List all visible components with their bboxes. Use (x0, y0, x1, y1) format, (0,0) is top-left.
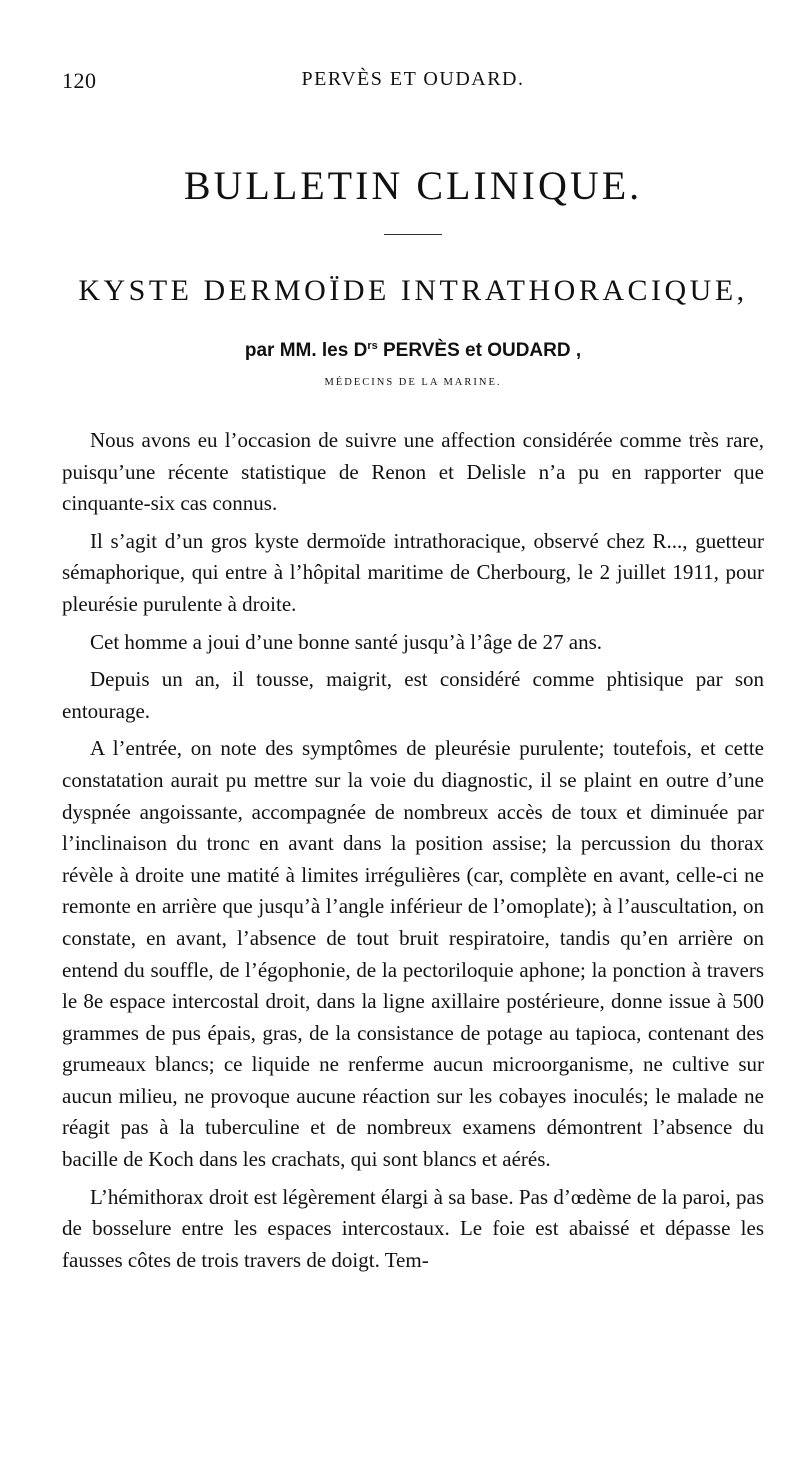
title-divider (384, 234, 442, 235)
paragraph: Cet homme a joui d’une bonne santé jusqu’à l’âge de 27 ans. (90, 629, 603, 654)
running-head (62, 68, 764, 98)
paragraph: Depuis un an, il tousse, maigrit, est considéré comme phtisique par son entourage. (62, 667, 764, 723)
document-page (62, 0, 764, 1467)
byline-authors: PERVÈS et OUDARD , (377, 340, 582, 361)
article-title: KYSTE DERMOÏDE INTRATHORACIQUE, (78, 274, 748, 307)
paragraph: Il s’agit d’un gros kyste dermoïde intrathoracique, observé chez R..., guetteur sémaphorique, qui entre à l’hôpital maritime de Cherbourg, le 2 juillet 1911, pour pleurésie purulente à droite. (62, 528, 764, 616)
paragraph: L’hémithorax droit est légèrement élargi à sa base. Pas d’œdème de la paroi, pas de bosselure entre les espaces intercostaux. Le foie est abaissé et dépasse les fausses côtes de trois travers de doigt. Tem- (62, 1184, 764, 1272)
running-title: PERVÈS ET OUDARD. (301, 68, 525, 90)
author-affiliation: MÉDECINS DE LA MARINE. (324, 377, 502, 388)
byline (62, 340, 764, 362)
page-number: 120 (62, 68, 97, 93)
section-title: BULLETIN CLINIQUE. (183, 163, 643, 208)
byline-superscript: rs (367, 340, 378, 352)
article-body (62, 425, 764, 1282)
byline-prefix: par MM. les D (244, 340, 368, 361)
paragraph: Nous avons eu l’occasion de suivre une affection considérée comme très rare, puisqu’une récente statistique de Renon et Delisle n’a pu en rapporter que cinquante-six cas connus. (62, 428, 764, 516)
paragraph: A l’entrée, on note des symptômes de pleurésie purulente; toutefois, et cette constatation aurait pu mettre sur la voie du diagnostic, il se plaint en outre d’une dyspnée angoissante, accompagnée de nombreux accès de toux et diminuée par l’inclinaison du tronc en avant dans la position assise; la percussion du thorax révèle à droite une matité à limites irrégulières (car, complète en avant, celle-ci ne remonte en arrière que jusqu’à l’angle inférieur de l’omoplate); à l’auscultation, on constate, en avant, l’absence de tout bruit respiratoire, tandis qu’en arrière on entend du souffle, de l’égophonie, de la pectoriloquie aphone; la ponction à travers le 8e espace intercostal droit, dans la ligne axillaire postérieure, donne issue à 500 grammes de pus épais, gras, de la consistance de potage au tapioca, contenant des grumeaux blancs; ce liquide ne renferme aucun microorganisme, ne cultive sur aucun milieu, ne provoque aucune réaction sur les cobayes inoculés; le malade ne réagit pas à la tuberculine et de nombreux examens démontrent l’absence du bacille de Koch dans les crachats, qui sont blancs et aérés. (62, 736, 764, 1172)
